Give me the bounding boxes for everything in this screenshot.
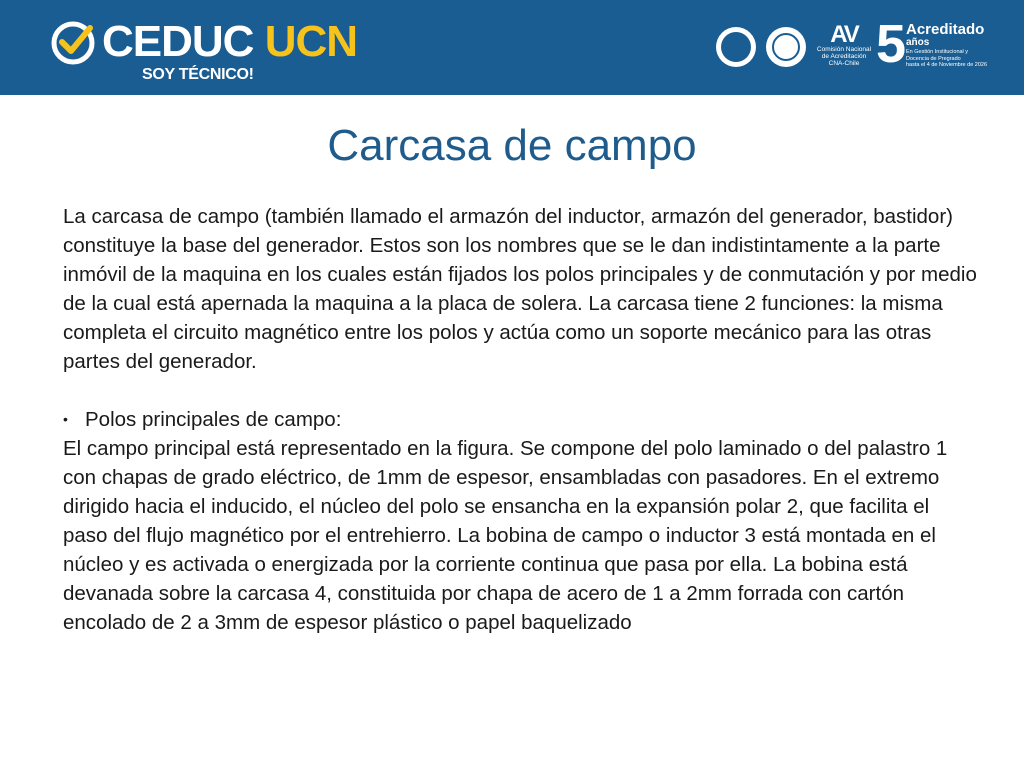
logo-name-ceduc: CEDUC [102, 17, 254, 66]
cna-logo [814, 21, 874, 70]
logo-name-ucn: UCN [264, 17, 358, 66]
sgs-seal-icon [766, 27, 806, 67]
bullet-text: Polos principales de campo: [85, 408, 342, 431]
accreditation-years-label: años [906, 37, 930, 48]
slide-body [63, 202, 978, 637]
ucn-seal-icon [716, 27, 756, 67]
logo-tagline: SOY TÉCNICO! [142, 66, 254, 83]
cna-text: Comisión Nacional de Acreditación CNA-Chile [816, 46, 872, 67]
cna-mark-icon: AV [830, 21, 858, 48]
accreditation-years-number: 5 [876, 14, 907, 74]
slide-title: Carcasa de campo [327, 121, 697, 170]
field-description-paragraph: El campo principal está representado en la figura. Se compone del polo laminado o del palastro 1 con chapas de grado eléctrico, de 1mm de espesor, ensambladas con pasadores. En el extremo dirigido hacia el inducido, el núcleo del polo se ensancha en la expansión polar 2, que facilita el paso del flujo magnético por el entrehierro. La bobina de campo o inductor 3 está montada en el núcleo y es activada o energizada por la corriente continua que pasa por ella. La bobina está devanada sobre la carcasa 4, constituida por chapa de acero de 1 a 2mm forrada con cartón encolado de 2 a 3mm de espesor plástico o papel baquelizado [63, 437, 948, 634]
intro-paragraph: La carcasa de campo (también llamado el armazón del inductor, armazón del generador, bastidor) constituye la base del generador. Estos son los nombres que se le dan indistintamente a la parte inmóvil de la maquina en los cuales están fijados los polos principales y de conmutación y por medio de la cual está apernada la maquina a la placa de solera. La carcasa tiene 2 funciones: la misma completa el circuito magnético entre los polos y actúa como un soporte mecánico para las otras partes del generador. [63, 205, 977, 373]
ceduc-ucn-logo [102, 18, 357, 66]
bullet-item [63, 405, 978, 434]
header-banner [0, 0, 1024, 95]
check-circle-logo-icon [50, 20, 96, 66]
accreditation-detail: En Gestión Institucional y Docencia de Pregrado hasta el 4 de Noviembre de 2026 [906, 49, 988, 68]
bullet-marker: • [63, 411, 68, 427]
accreditation-title: Acreditado [906, 21, 985, 38]
paragraph-spacer [63, 376, 978, 405]
